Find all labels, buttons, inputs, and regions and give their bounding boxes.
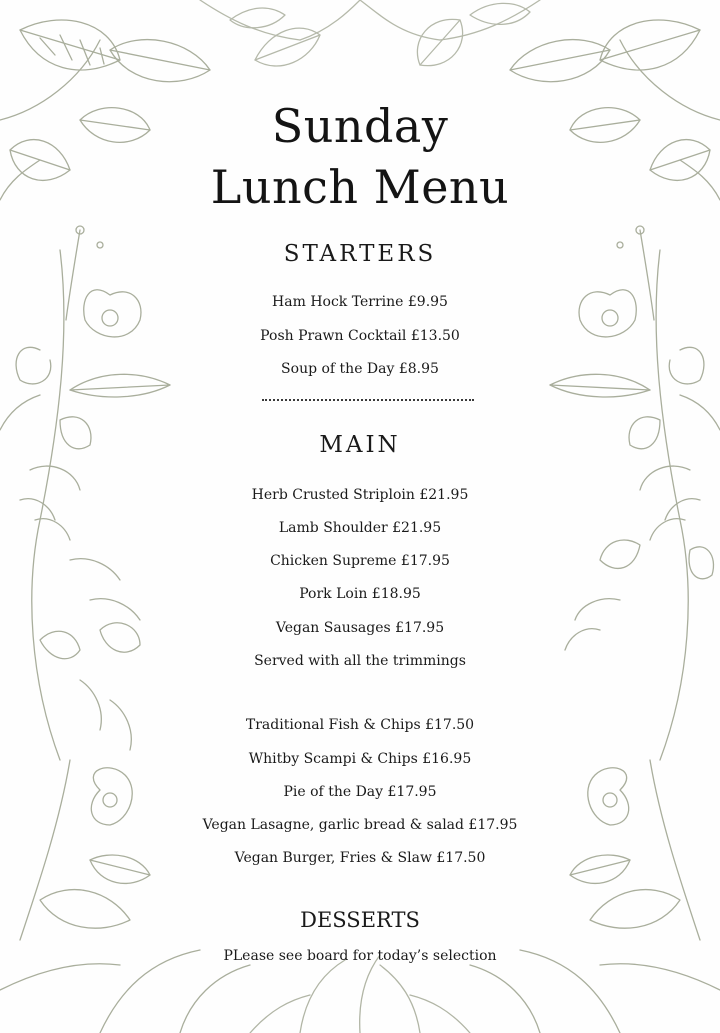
starter-item: Posh Prawn Cocktail £13.50 [260,328,460,344]
page-title-line2: Lunch Menu [210,160,510,214]
main-item: Whitby Scampi & Chips £16.95 [248,751,472,767]
main-item: Chicken Supreme £17.95 [270,553,450,569]
starters-heading: STARTERS [283,241,437,267]
section-divider [262,399,474,401]
main-item: Lamb Shoulder £21.95 [278,520,442,536]
main-heading: MAIN [319,432,401,458]
main-item: Pie of the Day £17.95 [283,784,437,800]
main-item: Vegan Lasagne, garlic bread & salad £17.95 [202,817,518,833]
starter-item: Ham Hock Terrine £9.95 [272,294,448,310]
main-item: Pork Loin £18.95 [299,586,421,602]
desserts-heading: DESSERTS [300,908,420,932]
main-item: Traditional Fish & Chips £17.50 [245,717,475,733]
main-item: Herb Crusted Striploin £21.95 [251,487,469,503]
roast-note: Served with all the trimmings [254,653,466,669]
page-title-line1: Sunday [271,99,449,153]
main-item: Vegan Sausages £17.95 [275,620,445,636]
desserts-note: PLease see board for today’s selection [223,948,497,964]
main-item: Vegan Burger, Fries & Slaw £17.50 [234,850,486,866]
starter-item: Soup of the Day £8.95 [281,361,439,377]
